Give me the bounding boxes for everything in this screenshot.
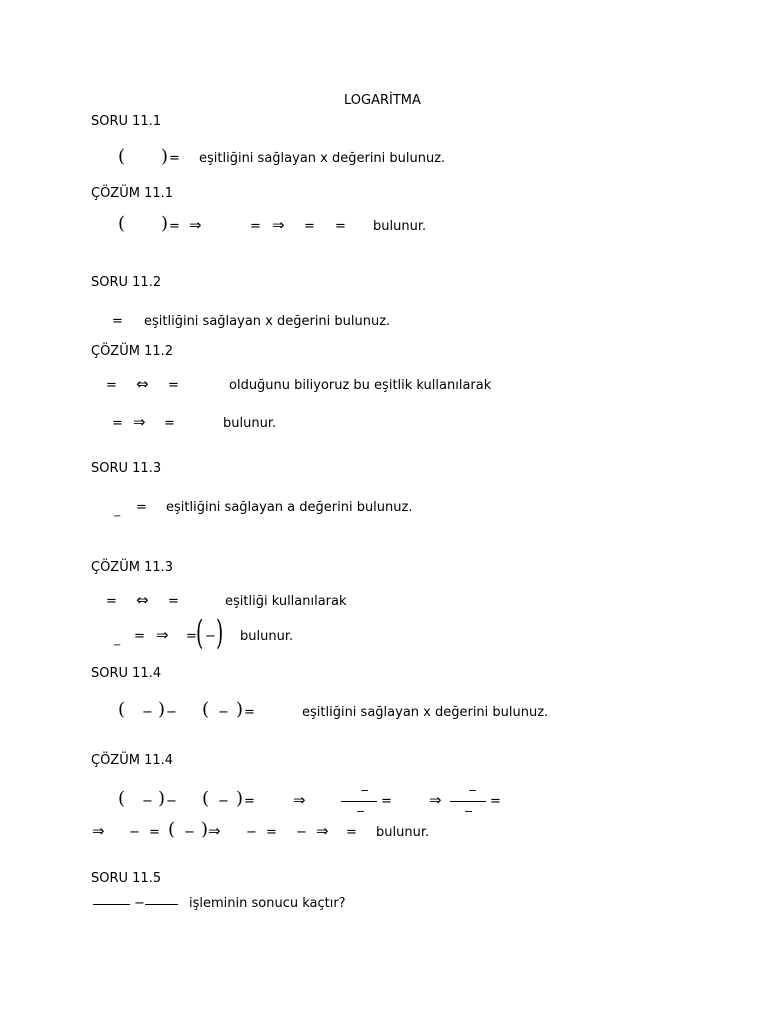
question-text-11-1: eşitliğini sağlayan x değerini bulunuz. xyxy=(199,151,446,166)
minus-sign: − xyxy=(142,794,153,809)
implies-arrow: ⇒ xyxy=(156,626,169,644)
right-paren: ) xyxy=(236,699,244,720)
equals-sign: = xyxy=(250,219,261,234)
implies-arrow: ⇒ xyxy=(293,791,306,809)
solution-text-11-2-line2: bulunur. xyxy=(223,416,277,431)
minus-sign: − xyxy=(360,784,370,797)
equals-sign: = xyxy=(168,594,179,609)
minus-sign: − xyxy=(218,794,229,809)
minus-sign: − xyxy=(134,896,145,911)
equals-sign: = xyxy=(112,314,123,329)
equals-sign: = xyxy=(164,416,175,431)
minus-sign: − xyxy=(468,784,478,797)
right-paren: ) xyxy=(201,819,209,840)
equals-sign: = xyxy=(381,794,392,809)
equals-sign: = xyxy=(304,219,315,234)
equals-sign: = xyxy=(134,629,145,644)
left-paren: ( xyxy=(202,788,210,809)
implies-arrow: ⇒ xyxy=(429,791,442,809)
equals-sign: = xyxy=(149,825,160,840)
minus-sign: − xyxy=(166,705,177,720)
big-right-paren: ) xyxy=(215,613,224,653)
minus-sign: − xyxy=(246,825,257,840)
right-paren: ) xyxy=(161,146,169,167)
equals-sign: = xyxy=(168,378,179,393)
question-label-11-3: SORU 11.3 xyxy=(91,461,162,476)
right-paren: ) xyxy=(158,699,166,720)
solution-label-11-1: ÇÖZÜM 11.1 xyxy=(91,186,174,201)
equals-sign: = xyxy=(106,378,117,393)
right-paren: ) xyxy=(161,213,169,234)
implies-arrow: ⇒ xyxy=(208,822,221,840)
minus-sign: − xyxy=(142,705,153,720)
equals-sign: = xyxy=(346,825,357,840)
solution-text-11-1: bulunur. xyxy=(373,219,427,234)
implies-arrow: ⇒ xyxy=(316,822,329,840)
fraction-bar xyxy=(145,904,178,905)
minus-sign: − xyxy=(218,705,229,720)
solution-label-11-3: ÇÖZÜM 11.3 xyxy=(91,560,174,575)
equals-sign: = xyxy=(186,629,197,644)
solution-text-11-4: bulunur. xyxy=(376,825,430,840)
implies-arrow: ⇒ xyxy=(189,216,202,234)
equals-sign: = xyxy=(490,794,501,809)
question-text-11-4: eşitliğini sağlayan x değerini bulunuz. xyxy=(302,705,549,720)
right-paren: ) xyxy=(236,788,244,809)
minus-sign: − xyxy=(356,805,366,818)
left-paren: ( xyxy=(118,213,126,234)
minus-sign: − xyxy=(113,640,122,651)
iff-arrow: ⇔ xyxy=(136,375,149,393)
fraction-bar xyxy=(450,801,486,802)
left-paren: ( xyxy=(118,788,126,809)
solution-text-11-3-line2: bulunur. xyxy=(240,629,294,644)
fraction-bar xyxy=(341,801,377,802)
question-text-11-2: eşitliğini sağlayan x değerini bulunuz. xyxy=(144,314,391,329)
big-left-paren: ( xyxy=(195,613,204,653)
implies-arrow: ⇒ xyxy=(133,413,146,431)
page-title: LOGARİTMA xyxy=(344,93,421,108)
equals-sign: = xyxy=(244,794,255,809)
left-paren: ( xyxy=(202,699,210,720)
right-paren: ) xyxy=(158,788,166,809)
minus-sign: − xyxy=(296,825,307,840)
question-label-11-5: SORU 11.5 xyxy=(91,871,162,886)
solution-label-11-4: ÇÖZÜM 11.4 xyxy=(91,753,174,768)
solution-label-11-2: ÇÖZÜM 11.2 xyxy=(91,344,174,359)
minus-sign: − xyxy=(184,825,195,840)
solution-text-11-3-line1: eşitliği kullanılarak xyxy=(225,594,347,609)
equals-sign: = xyxy=(169,219,180,234)
minus-sign: − xyxy=(113,511,122,522)
equals-sign: = xyxy=(106,594,117,609)
minus-sign: − xyxy=(205,629,216,644)
implies-arrow: ⇒ xyxy=(272,216,285,234)
question-label-11-4: SORU 11.4 xyxy=(91,666,162,681)
equals-sign: = xyxy=(136,500,147,515)
left-paren: ( xyxy=(168,819,176,840)
equals-sign: = xyxy=(266,825,277,840)
equals-sign: = xyxy=(112,416,123,431)
implies-arrow: ⇒ xyxy=(92,822,105,840)
left-paren: ( xyxy=(118,699,126,720)
left-paren: ( xyxy=(118,146,126,167)
question-text-11-3: eşitliğini sağlayan a değerini bulunuz. xyxy=(166,500,413,515)
question-text-11-5: işleminin sonucu kaçtır? xyxy=(189,896,346,911)
fraction-bar xyxy=(93,904,130,905)
equals-sign: = xyxy=(244,705,255,720)
equals-sign: = xyxy=(335,219,346,234)
minus-sign: − xyxy=(166,794,177,809)
equals-sign: = xyxy=(169,151,180,166)
question-label-11-2: SORU 11.2 xyxy=(91,275,162,290)
minus-sign: − xyxy=(464,805,474,818)
solution-text-11-2-line1: olduğunu biliyoruz bu eşitlik kullanılarak xyxy=(229,378,492,393)
iff-arrow: ⇔ xyxy=(136,591,149,609)
question-label-11-1: SORU 11.1 xyxy=(91,114,162,129)
minus-sign: − xyxy=(129,825,140,840)
